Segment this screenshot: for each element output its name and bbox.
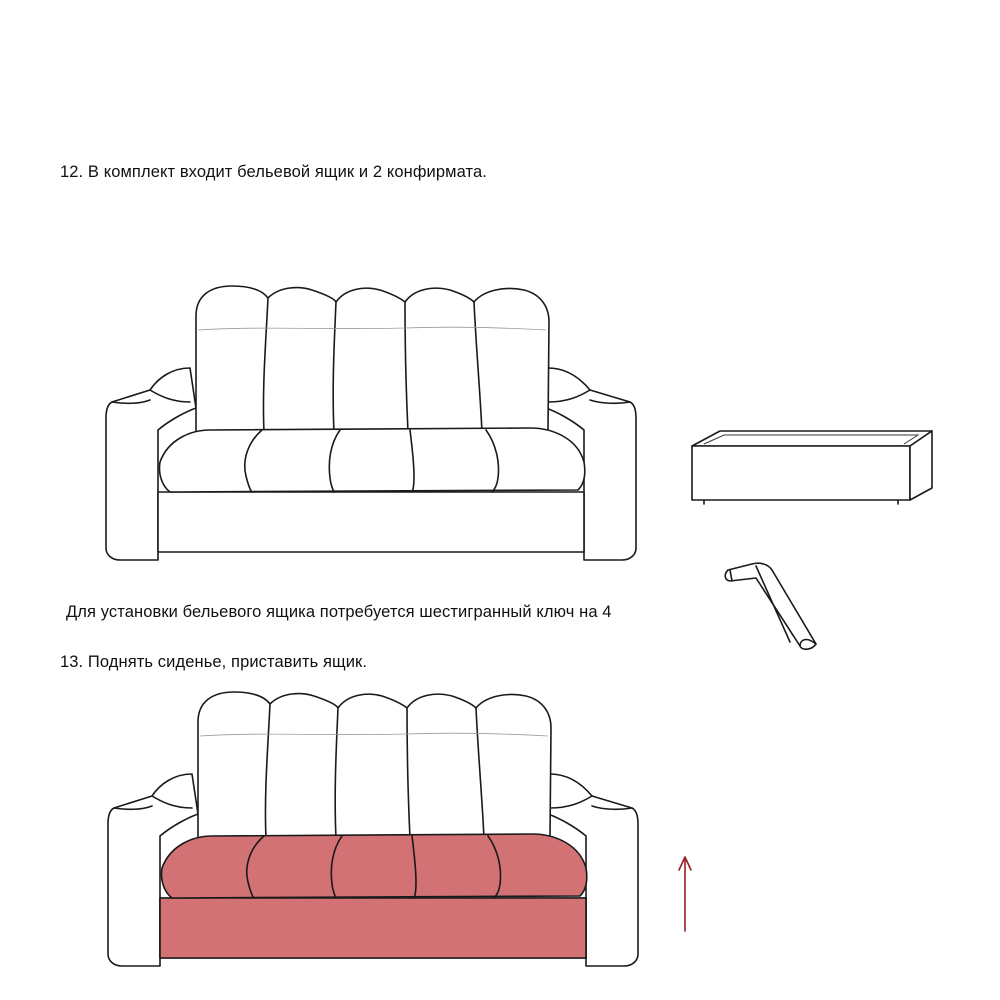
sofa-icon	[106, 286, 636, 560]
sofa-highlighted-seat-icon	[108, 692, 638, 966]
step-12-text: 12. В комплект входит бельевой ящик и 2 конфирмата.	[60, 163, 487, 181]
step-13-text: 13. Поднять сиденье, приставить ящик.	[60, 653, 368, 671]
hex-key-icon	[725, 563, 816, 649]
arrow-up-icon	[679, 857, 691, 931]
storage-box-icon	[692, 431, 932, 504]
hex-key-note: Для установки бельевого ящика потребуется шестигранный ключ на 4	[66, 603, 612, 621]
